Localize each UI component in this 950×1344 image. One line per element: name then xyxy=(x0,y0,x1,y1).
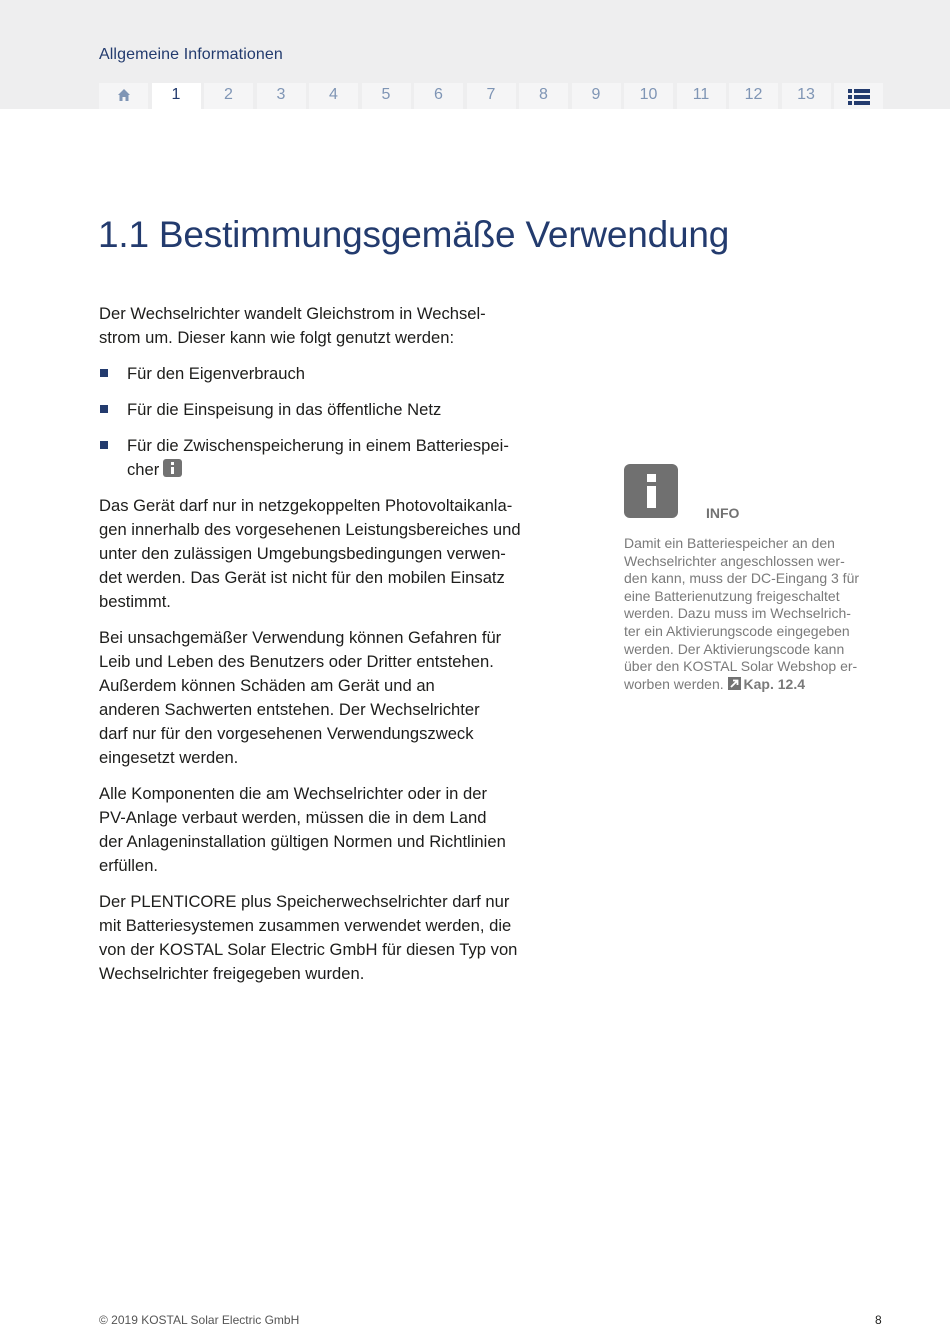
bullet-square-icon xyxy=(100,369,108,377)
tab-chapter-9[interactable]: 9 xyxy=(572,83,621,109)
body-text xyxy=(99,302,539,998)
info-text: Damit ein Batteriespeicher an den Wechselrichter angeschlossen wer- den kann, muss der DC-Eingang 3 für eine Batterienutzung freigeschaltet werden. Dazu muss im Wechselrich- ter ein Aktivierungscode eingegeben werden. Der Aktivierungscode kann über den KOSTAL Solar Webshop er- worben werden. Kap. 12.4 xyxy=(624,535,860,692)
list-icon xyxy=(848,88,870,106)
list-item: Für die Zwischenspeicherung in einem Batteriespei- cher xyxy=(99,434,539,482)
paragraph: Bei unsachgemäßer Verwendung können Gefahren für Leib und Leben des Benutzers oder Dritter entstehen. Außerdem können Schäden am Gerät und an anderen Sachwerten entstehen. Der Wechselrichter darf nur für den vorgesehenen Verwendungszweck eingesetzt werden. xyxy=(99,628,502,767)
tab-chapter-12[interactable]: 12 xyxy=(729,83,778,109)
tab-chapter-10[interactable]: 10 xyxy=(624,83,673,109)
tab-chapter-7[interactable]: 7 xyxy=(467,83,516,109)
page-heading: 1.1 Bestimmungsgemäße Verwendung xyxy=(98,214,730,255)
tab-chapter-2[interactable]: 2 xyxy=(204,83,253,109)
chapter-reference-link[interactable]: Kap. 12.4 xyxy=(728,676,805,692)
tab-chapter-11[interactable]: 11 xyxy=(677,83,726,109)
footer-copyright: © 2019 KOSTAL Solar Electric GmbH xyxy=(99,1313,300,1327)
usage-list xyxy=(99,362,539,482)
arrow-link-icon xyxy=(728,677,741,690)
paragraph: Alle Komponenten die am Wechselrichter oder in der PV-Anlage verbaut werden, müssen die in dem Land der Anlageninstallation gültigen Normen und Richtlinien erfüllen. xyxy=(99,784,506,875)
tab-chapter-4[interactable]: 4 xyxy=(309,83,358,109)
tab-chapter-6[interactable]: 6 xyxy=(414,83,463,109)
tab-chapter-5[interactable]: 5 xyxy=(362,83,411,109)
tab-contents[interactable] xyxy=(834,83,883,109)
tab-chapter-13[interactable]: 13 xyxy=(782,83,831,109)
list-item: Für die Einspeisung in das öffentliche Netz xyxy=(99,398,539,422)
paragraph: Das Gerät darf nur in netzgekoppelten Photovoltaikanla- gen innerhalb des vorgesehenen Leistungsbereiches und unter den zulässigen Umgebungsbedingungen verwen- det werden. Das Gerät ist nicht für den mobilen Einsatz bestimmt. xyxy=(99,496,521,611)
tab-home[interactable] xyxy=(99,83,148,109)
bullet-square-icon xyxy=(100,441,108,449)
info-label: INFO xyxy=(706,505,740,521)
info-icon xyxy=(624,464,678,518)
page-number: 8 xyxy=(875,1313,882,1327)
info-icon[interactable] xyxy=(163,459,182,477)
tab-chapter-3[interactable]: 3 xyxy=(257,83,306,109)
paragraph: Der PLENTICORE plus Speicherwechselrichter darf nur mit Batteriesystemen zusammen verwendet werden, die von der KOSTAL Solar Electric GmbH für diesen Typ von Wechselrichter freigegeben wurden. xyxy=(99,892,518,983)
intro-paragraph: Der Wechselrichter wandelt Gleichstrom in Wechsel- strom um. Dieser kann wie folgt genutzt werden: xyxy=(99,304,486,347)
home-icon xyxy=(117,88,131,102)
list-item: Für den Eigenverbrauch xyxy=(99,362,539,386)
tab-chapter-8[interactable]: 8 xyxy=(519,83,568,109)
bullet-square-icon xyxy=(100,405,108,413)
tab-chapter-1[interactable]: 1 xyxy=(152,83,201,109)
info-box xyxy=(624,464,884,693)
section-title: Allgemeine Informationen xyxy=(99,46,283,63)
